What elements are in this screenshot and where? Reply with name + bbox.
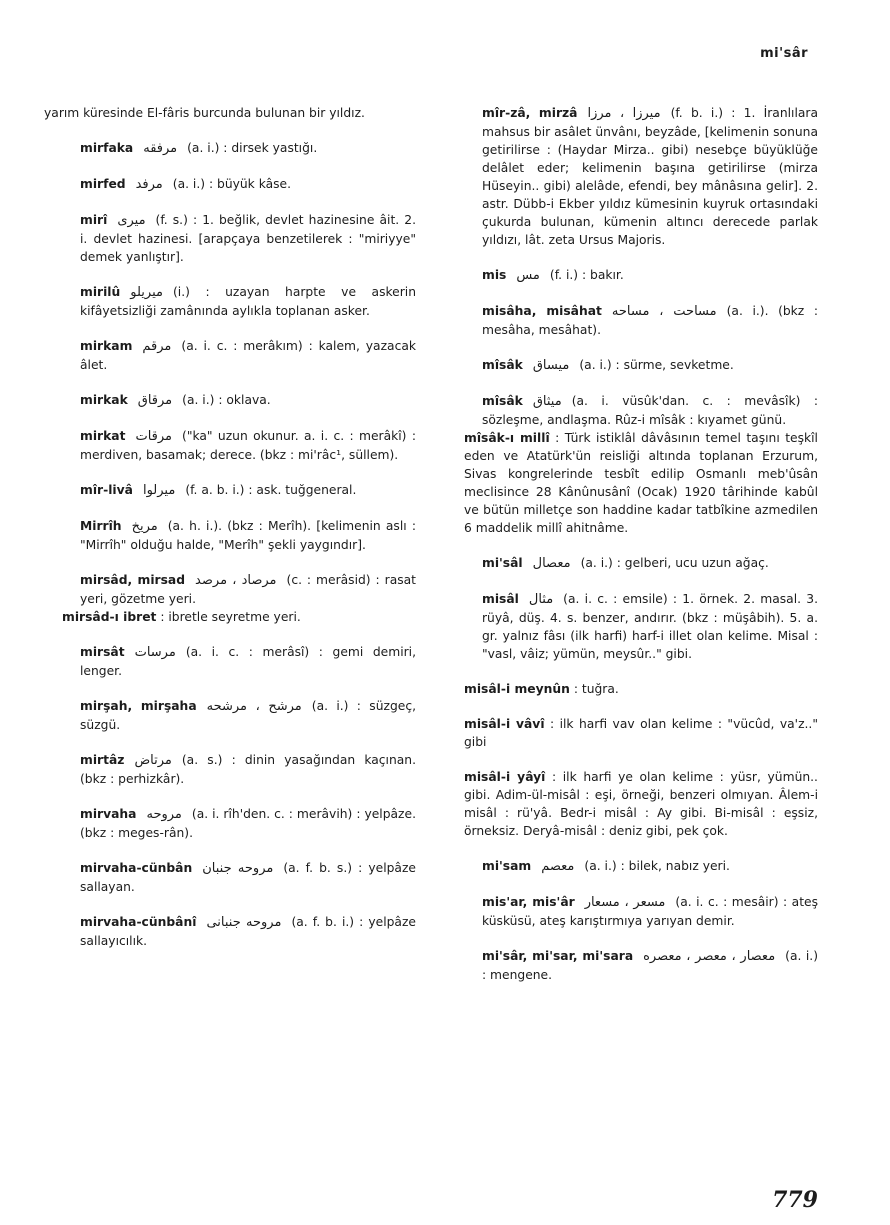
definition: (a. i. c. : merâsî) : gemi demiri, lenger. — [80, 645, 416, 678]
definition: (a. i.) : oklava. — [182, 393, 271, 407]
arabic-script: مروحه — [146, 807, 182, 822]
entry-misar-ates — [446, 893, 818, 930]
headword: mirşah, mirşaha — [80, 699, 197, 713]
entry-miri — [44, 211, 416, 266]
running-head: mi'sâr — [760, 46, 808, 61]
definition: (a. f. b. s.) : yelpâze sallayan. — [80, 861, 416, 894]
entry-mirfaka — [44, 139, 416, 158]
entry-mirvaha-cunban — [44, 859, 416, 896]
arabic-script: مثال — [528, 592, 554, 607]
headword: misâl-i yâyî — [464, 770, 546, 784]
arabic-script: مس — [516, 268, 540, 283]
arabic-script: معصار ، معصر ، معصره — [643, 949, 776, 964]
definition: : tuğra. — [573, 682, 619, 696]
headword: mîsâk — [482, 358, 523, 372]
entry-misar-mengene — [446, 947, 818, 984]
entry-misam — [446, 857, 818, 876]
left-column — [44, 104, 416, 950]
entry-mirrih — [44, 517, 416, 554]
definition: (f. i.) : bakır. — [549, 268, 624, 282]
headword: mirsâd, mirsad — [80, 573, 186, 587]
definition: (a. i.) : dirsek yastığı. — [187, 141, 318, 155]
definition: (a. f. b. i.) : yelpâze sallayıcılık. — [80, 915, 416, 948]
definition: (a. i. c. : mesâir) : ateş küsküsü, ateş karıştırmıya yarıyan demir. — [482, 895, 818, 928]
entry-misal-i-yayi — [446, 768, 818, 840]
arabic-script: مرقم — [142, 339, 172, 354]
arabic-script: مرشح ، مرشحه — [206, 699, 302, 714]
entry-mirtaz — [44, 751, 416, 788]
headword: misâha, misâhat — [482, 304, 602, 318]
headword: mirvaha — [80, 807, 137, 821]
entry-mirkak — [44, 391, 416, 410]
arabic-script: مساحت ، مساحه — [611, 304, 717, 319]
entry-misak-surme — [446, 356, 818, 375]
arabic-script: مرتاض — [134, 753, 172, 768]
definition: (a. i.) : mengene. — [482, 949, 818, 982]
entry-mirvaha-cunbani — [44, 913, 416, 950]
entry-mis — [446, 266, 818, 285]
headword: mi'sâl — [482, 556, 523, 570]
headword: misâl-i meynûn — [464, 682, 570, 696]
entry-mirza — [446, 104, 818, 249]
arabic-script: مریخ — [131, 519, 158, 534]
arabic-script: مروحه جنبانی — [206, 915, 282, 930]
headword: mîr-livâ — [80, 483, 133, 497]
arabic-script: میساق — [532, 358, 570, 373]
entry-mir-liva — [44, 481, 416, 500]
definition: ("ka" uzun okunur. a. i. c. : merâkî) : merdiven, basamak; derece. (bkz : mi'râc¹, süllem). — [80, 429, 416, 462]
arabic-script: مروحه جنبان — [202, 861, 274, 876]
entry-mirsah — [44, 697, 416, 734]
definition: (a. i.) : büyük kâse. — [172, 177, 292, 191]
headword: Mirrîh — [80, 519, 122, 533]
definition: (a. i.) : sürme, sevketme. — [579, 358, 734, 372]
arabic-script: میرلوا — [142, 483, 176, 498]
arabic-script: مرقات — [135, 429, 173, 444]
entry-mirvaha — [44, 805, 416, 842]
definition: (f. b. i.) : 1. İranlılara mahsus bir asâlet ünvânı, beyzâde, [kelimenin sonuna getirilirse : (Haydar Mirza.. gibi) nesebçe büyüklüğe delâlet eder; kelimenin başına getirilirse (mirza Hüseyin.. gibi) alelâde, efendi, bey mânâsına gelir]. 2. astr. Dübb-i Ekber yıldız kümesinin kuyruk ortasındaki çukurda bulunan, kümenin altıncı derecede parlak yıldızı, lât. zeta Ursus Majoris. — [482, 106, 818, 247]
definition: (i.) : uzayan harpte ve askerin kifâyetsizliği zamânında aylıkla toplanan asker. — [80, 285, 416, 318]
definition: : ilk harfi ye olan kelime : yüsr, yümün.. gibi. Adim-ül-misâl : eşi, örneği, benzeri olmıyan. Âlem-i misâl : rü'yâ. Bedr-i misâl : Ay gibi. Bi-misâl : eşsiz, örneksiz. Deryâ-misâl : deniz gibi, pek çok. — [464, 770, 818, 838]
headword: mîsâk — [482, 394, 523, 408]
entry-misak-sozlesme — [446, 392, 818, 429]
entry-misal-gelberi — [446, 554, 818, 573]
entry-mirsad — [44, 571, 416, 608]
arabic-script: مسعر ، مسعار — [584, 895, 666, 910]
entry-misal — [446, 590, 818, 663]
page-number: 779 — [772, 1187, 818, 1213]
definition: (a. i.) : süzgeç, süzgü. — [80, 699, 416, 732]
entry-misal-i-vavi — [446, 715, 818, 751]
arabic-script: مرصاد ، مرصد — [195, 573, 277, 588]
arabic-script: میری — [117, 213, 146, 228]
entry-mirriyat-continuation — [44, 104, 416, 122]
arabic-script: معصم — [541, 859, 575, 874]
entry-misal-i-meynun — [446, 680, 818, 698]
headword: mirvaha-cünbânî — [80, 915, 197, 929]
arabic-script: میثاق — [532, 394, 562, 409]
definition: (a. i.). (bkz : mesâha, mesâhat). — [482, 304, 818, 337]
headword: mirkat — [80, 429, 126, 443]
headword: misâl-i vâvî — [464, 717, 545, 731]
definition: (a. h. i.). (bkz : Merîh). [kelimenin aslı : "Mirrîh" olduğu halde, "Merîh" şekli yaygındır]. — [80, 519, 416, 552]
definition: (c. : merâsid) : rasat yeri, gözetme yeri. — [80, 573, 416, 606]
headword: mirtâz — [80, 753, 125, 767]
right-column — [446, 104, 818, 984]
headword: mirsât — [80, 645, 125, 659]
arabic-script: مرفد — [135, 177, 163, 192]
definition: (a. i. c. : merâkım) : kalem, yazacak âlet. — [80, 339, 416, 372]
arabic-script: مرقاق — [137, 393, 173, 408]
headword: mirkam — [80, 339, 133, 353]
headword: mîr-zâ, mirzâ — [482, 106, 578, 120]
definition: (a. s.) : dinin yasağından kaçınan. (bkz : perhizkâr). — [80, 753, 416, 786]
entry-misaha — [446, 302, 818, 339]
headword: mirkak — [80, 393, 128, 407]
definition: (a. i.) : bilek, nabız yeri. — [584, 859, 730, 873]
definition: (a. i. rîh'den. c. : merâvih) : yelpâze. (bkz : meges-rân). — [80, 807, 416, 840]
headword: misâl — [482, 592, 519, 606]
definition: (f. s.) : 1. beğlik, devlet hazinesine âit. 2. i. devlet hazinesi. [arapçaya benzetilerek : "miriyye" demek yanlıştır]. — [80, 213, 416, 264]
definition: : ilk harfi vav olan kelime : "vücûd, va'z.." gibi — [464, 717, 818, 749]
entry-mirkam — [44, 337, 416, 374]
entry-mirilu — [44, 283, 416, 320]
entry-mirfed — [44, 175, 416, 194]
headword: mîsâk-ı millî — [464, 431, 550, 445]
headword: mis'ar, mis'âr — [482, 895, 575, 909]
arabic-script: مرفقه — [143, 141, 178, 156]
definition: : Türk istiklâl dâvâsının temel taşını teşkîl eden ve Atatürk'ün reisliği altında toplanan Erzurum, Sivas kongrelerinde tesbît edilip Osmanlı meb'ûsân meclisince 28 Kânûnusânî (Ocak) 1920 târihinde kabûl ve bütün milletçe son haddine kadar tatbîkine azmedilen 6 maddelik millî ahitnâme. — [464, 431, 818, 535]
definition: (a. i. vüsûk'dan. c. : mevâsîk) : sözleşme, andlaşma. Rûz-i mîsâk : kıyamet günü. — [482, 394, 818, 427]
entry-mirsad-i-ibret — [44, 608, 416, 626]
headword: mi'sâr, mi'sar, mi'sara — [482, 949, 634, 963]
entry-mirsat — [44, 643, 416, 680]
arabic-script: معصال — [532, 556, 571, 571]
headword: mirfed — [80, 177, 126, 191]
arabic-script: میرزا ، مرزا — [587, 106, 661, 121]
arabic-script: میریلو — [130, 285, 163, 300]
headword: mirvaha-cünbân — [80, 861, 193, 875]
entry-mirkat — [44, 427, 416, 464]
definition: (a. i. c. : emsile) : 1. örnek. 2. masal. 3. rüyâ, düş. 4. s. benzer, andırır. (bkz : müşâbih). 5. a. gr. yalnız fâsı (ilk harfi) harf-i illet olan kelime. Misal : "vasl, vâiz; yümün, meysûr.." gibi. — [482, 592, 818, 661]
headword: mirfaka — [80, 141, 134, 155]
definition: (a. i.) : gelberi, ucu uzun ağaç. — [580, 556, 769, 570]
definition: yarım küresinde El-fâris burcunda bulunan bir yıldız. — [44, 106, 365, 120]
definition: : ibretle seyretme yeri. — [160, 610, 301, 624]
definition: (f. a. b. i.) : ask. tuğgeneral. — [185, 483, 357, 497]
entry-misak-i-milli — [446, 429, 818, 537]
headword: mirilû — [80, 285, 121, 299]
headword: mis — [482, 268, 507, 282]
arabic-script: مرسات — [134, 645, 176, 660]
headword: mirsâd-ı ibret — [62, 610, 157, 624]
headword: mirî — [80, 213, 108, 227]
headword: mi'sam — [482, 859, 532, 873]
